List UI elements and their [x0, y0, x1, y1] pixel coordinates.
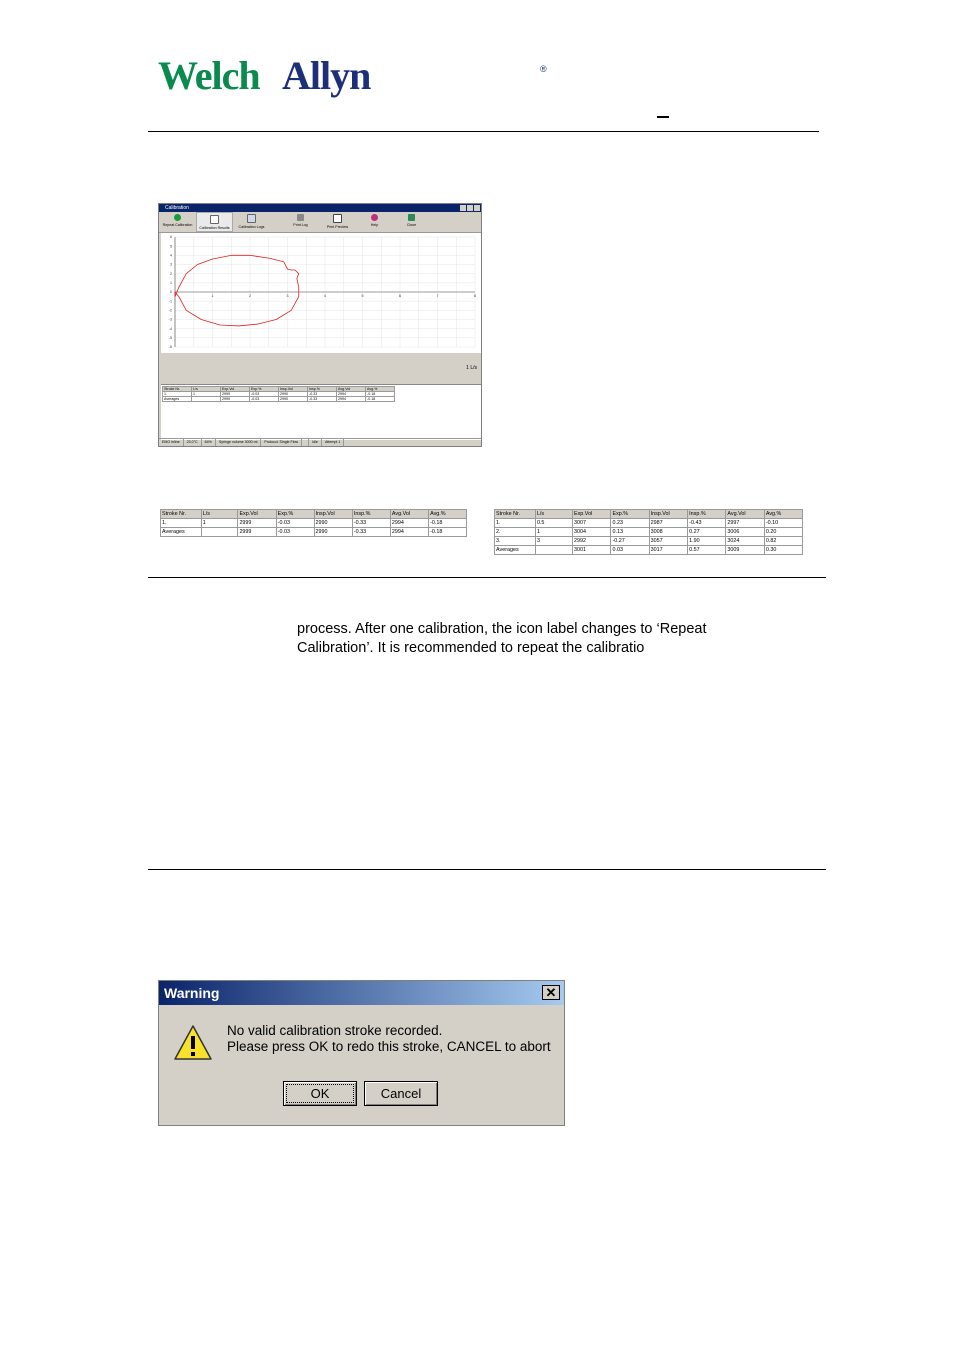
table-row — [161, 519, 467, 528]
results-table-one-speed — [160, 509, 467, 537]
section-rule-2 — [148, 869, 826, 870]
table-cell: 3 — [535, 537, 572, 546]
table-cell: Averages — [495, 546, 536, 555]
table-cell: 2999 — [221, 397, 250, 402]
logo-welch: Welch — [158, 53, 260, 98]
print-log-button[interactable]: Print Log — [282, 212, 319, 232]
table-cell: 2994 — [337, 397, 366, 402]
x-tick-label: 2 — [249, 294, 251, 298]
document-icon — [210, 215, 219, 224]
table-cell: Insp.% — [688, 510, 726, 519]
table-cell: 0.30 — [764, 546, 802, 555]
y-tick-label: 0 — [170, 290, 172, 295]
table-cell: 0.03 — [611, 546, 649, 555]
close-button[interactable]: Close — [393, 212, 430, 232]
table-cell: Exp.Vol — [573, 510, 611, 519]
help-icon — [371, 214, 378, 221]
table-cell: 3008 — [649, 528, 688, 537]
cancel-button[interactable]: Cancel — [364, 1081, 438, 1106]
table-cell: Exp.% — [276, 510, 314, 519]
header-rule — [148, 131, 819, 132]
help-button[interactable]: Help — [356, 212, 393, 232]
table-cell: -0.18 — [429, 519, 467, 528]
table-cell: 0.27 — [688, 528, 726, 537]
table-cell: Avg.% — [429, 510, 467, 519]
table-cell: 2990 — [314, 519, 352, 528]
table-cell: -0.33 — [352, 528, 390, 537]
logs-icon — [247, 214, 256, 223]
status-segment: EMO inline — [159, 439, 184, 446]
table-cell: 1. — [161, 519, 202, 528]
table-cell: Exp.% — [611, 510, 649, 519]
table-row — [495, 537, 803, 546]
calibration-results-area — [161, 384, 481, 440]
table-cell: 2994 — [337, 392, 366, 397]
y-tick-label: -1 — [168, 299, 172, 304]
table-cell: 3024 — [726, 537, 764, 546]
table-row — [161, 528, 467, 537]
body-line-2: Calibration’. It is recommended to repeat the calibratio — [297, 640, 645, 656]
x-tick-label: 8 — [474, 294, 476, 298]
table-cell — [201, 528, 238, 537]
y-tick-label: 2 — [170, 271, 172, 276]
table-cell: Insp.% — [352, 510, 390, 519]
ok-button[interactable]: OK — [283, 1081, 357, 1106]
table-cell: -0.27 — [611, 537, 649, 546]
close-door-icon — [408, 214, 415, 221]
table-row — [495, 528, 803, 537]
repeat-calibration-button[interactable]: Repeat Calibration — [159, 212, 196, 232]
warning-message-line-1: No valid calibration stroke recorded. — [227, 1023, 443, 1038]
table-cell: 1 — [192, 392, 221, 397]
calibration-results-table — [162, 386, 395, 402]
table-cell: Avg.% — [764, 510, 802, 519]
status-segment: Idle — [309, 439, 322, 446]
body-paragraph — [297, 620, 777, 658]
table-cell: 2999 — [238, 528, 276, 537]
table-cell: 2992 — [573, 537, 611, 546]
table-cell: L/s — [535, 510, 572, 519]
y-tick-label: 5 — [170, 244, 172, 249]
logo-registered: ® — [540, 64, 547, 74]
logo-allyn: Allyn — [282, 53, 371, 98]
table-row — [495, 546, 803, 555]
table-row — [163, 397, 395, 402]
status-segment: Attempt 1 — [322, 439, 344, 446]
status-segment — [302, 439, 309, 446]
table-cell: L/s — [192, 387, 221, 392]
calibration-results-button[interactable]: Calibration Results — [196, 212, 233, 232]
status-segment: 64% — [202, 439, 216, 446]
table-cell: 3017 — [649, 546, 688, 555]
y-tick-label: 4 — [170, 253, 172, 258]
table-cell: Stroke Nr. — [495, 510, 536, 519]
plot-footer-panel — [161, 353, 481, 383]
table-cell: Avg.Vol — [390, 510, 428, 519]
flow-volume-plot — [161, 233, 481, 353]
table-cell: 3007 — [573, 519, 611, 528]
table-cell: -0.03 — [276, 528, 314, 537]
table-cell: -0.43 — [688, 519, 726, 528]
table-cell: Avg.% — [366, 387, 395, 392]
x-tick-label: 6 — [399, 294, 401, 298]
table-cell: Averages — [163, 397, 192, 402]
table-cell: 1. — [163, 392, 192, 397]
warning-title: Warning — [164, 985, 220, 1001]
table-cell: Avg.Vol — [337, 387, 366, 392]
table-cell: -0.33 — [352, 519, 390, 528]
table-cell: Stroke Nr. — [163, 387, 192, 392]
table-cell: 3009 — [726, 546, 764, 555]
y-tick-label: -5 — [168, 336, 172, 341]
table-cell: -0.18 — [366, 392, 395, 397]
warning-message-line-2: Please press OK to redo this stroke, CANCEL to abort — [227, 1039, 551, 1054]
status-bar — [159, 438, 481, 446]
warning-message — [227, 1023, 551, 1055]
body-line-1: process. After one calibration, the icon label changes to ‘Repeat — [297, 621, 707, 637]
table-cell: 2997 — [726, 519, 764, 528]
table-cell: -0.33 — [308, 397, 337, 402]
close-icon[interactable]: ✕ — [542, 985, 560, 1000]
table-cell: Insp.Vol — [279, 387, 308, 392]
y-tick-label: 1 — [170, 281, 172, 286]
table-cell: 3. — [495, 537, 536, 546]
table-cell: 2. — [495, 528, 536, 537]
x-tick-label: 1 — [211, 294, 214, 298]
warning-titlebar — [159, 981, 564, 1005]
table-cell: 2990 — [279, 392, 308, 397]
y-tick-label: -4 — [168, 326, 172, 331]
calibration-logs-button[interactable]: Calibration Logs — [233, 212, 270, 232]
table-cell: -0.18 — [366, 397, 395, 402]
table-cell: 3004 — [573, 528, 611, 537]
section-rule-1 — [148, 577, 826, 578]
table-cell: -0.10 — [764, 519, 802, 528]
table-cell: 1. — [495, 519, 536, 528]
table-cell: Exp.Vol — [221, 387, 250, 392]
table-cell: 0.82 — [764, 537, 802, 546]
table-cell: 1.90 — [688, 537, 726, 546]
results-table-three-speeds — [494, 509, 803, 555]
table-cell: Insp.Vol — [649, 510, 688, 519]
table-cell: -0.33 — [308, 392, 337, 397]
x-tick-label: 4 — [324, 294, 326, 298]
table-cell: 2999 — [221, 392, 250, 397]
table-cell: L/s — [201, 510, 238, 519]
table-cell: 3006 — [726, 528, 764, 537]
table-cell: 3001 — [573, 546, 611, 555]
warning-icon — [173, 1023, 213, 1063]
table-header-row — [161, 510, 467, 519]
table-cell: 1 — [201, 519, 238, 528]
table-cell: Stroke Nr. — [161, 510, 202, 519]
table-cell: 2994 — [390, 528, 428, 537]
close-icon[interactable] — [474, 205, 480, 211]
y-tick-label: 6 — [170, 235, 172, 240]
preview-icon — [333, 214, 342, 223]
flow-volume-chart — [161, 233, 481, 353]
y-tick-label: -3 — [168, 317, 172, 322]
window-controls — [460, 205, 480, 211]
x-tick-label: 5 — [361, 294, 364, 298]
calibration-titlebar — [159, 204, 481, 212]
status-segment: Syringe volume 3000 ml — [216, 439, 262, 446]
y-tick-label: -6 — [168, 345, 172, 350]
green-dot-icon — [174, 214, 181, 221]
table-cell: -0.18 — [429, 528, 467, 537]
table-cell: Insp.% — [308, 387, 337, 392]
table-cell — [192, 397, 221, 402]
table-cell: Insp.Vol — [314, 510, 352, 519]
table-cell: 0.20 — [764, 528, 802, 537]
table-cell: 2994 — [390, 519, 428, 528]
x-tick-label: 7 — [436, 294, 439, 298]
calibration-toolbar — [159, 212, 481, 233]
table-cell — [535, 546, 572, 555]
warning-dialog — [158, 980, 565, 1126]
table-row — [495, 519, 803, 528]
table-cell: 1 — [535, 528, 572, 537]
table-cell: 2990 — [279, 397, 308, 402]
table-cell: 0.5 — [535, 519, 572, 528]
x-tick-label: 3 — [286, 294, 289, 298]
printer-icon — [297, 214, 304, 221]
print-preview-button[interactable]: Print Preview — [319, 212, 356, 232]
table-cell: 2987 — [649, 519, 688, 528]
header-dash — [657, 116, 669, 118]
y-tick-label: -2 — [168, 308, 172, 313]
status-segment: Protocol: Single Flow — [261, 439, 302, 446]
flow-unit-label: 1 L/s — [466, 365, 477, 371]
table-cell: 2990 — [314, 528, 352, 537]
table-cell: 3057 — [649, 537, 688, 546]
table-cell: Avg.Vol — [726, 510, 764, 519]
y-tick-label: 3 — [170, 262, 172, 267]
table-cell: Exp.Vol — [238, 510, 276, 519]
table-cell: -0.03 — [276, 519, 314, 528]
table-cell: Averages — [161, 528, 202, 537]
minimize-icon[interactable] — [460, 205, 466, 211]
status-segment: 23.0°C — [184, 439, 202, 446]
table-cell: 0.13 — [611, 528, 649, 537]
table-cell: -0.03 — [250, 392, 279, 397]
table-cell: -0.03 — [250, 397, 279, 402]
table-cell: 2999 — [238, 519, 276, 528]
calibration-title: Calibration — [165, 205, 189, 211]
table-cell: 0.57 — [688, 546, 726, 555]
table-header-row — [495, 510, 803, 519]
table-cell: Exp.% — [250, 387, 279, 392]
table-cell: 0.23 — [611, 519, 649, 528]
calibration-window — [158, 203, 482, 447]
maximize-icon[interactable] — [467, 205, 473, 211]
